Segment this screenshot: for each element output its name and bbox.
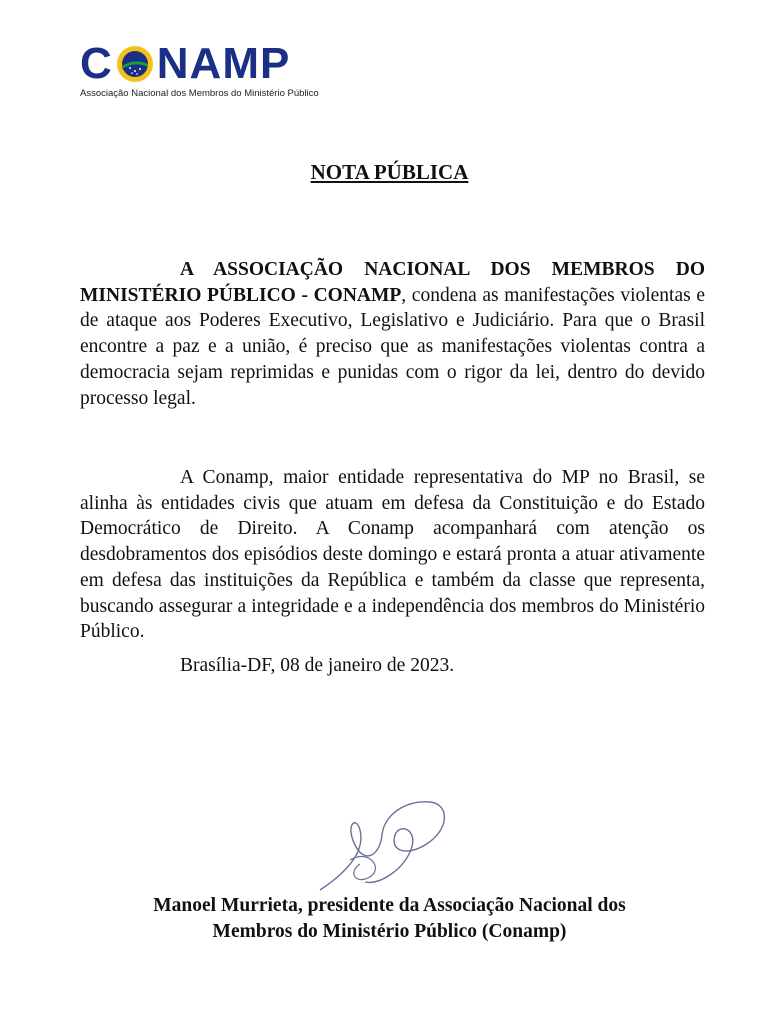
paragraph-2 — [80, 465, 705, 645]
signer-block — [0, 893, 779, 945]
paragraph-1-bold-lead: A ASSOCIAÇÃO NACIONAL DOS MEMBROS DO MINISTÉRIO PÚBLICO - CONAMP — [80, 259, 705, 306]
paragraph-2-text: A Conamp, maior entidade representativa do MP no Brasil, se alinha às entidades civis que atuam em defesa da Constituição e do Estado Democrático de Direito. A Conamp acompanhará com atenção os desdobramentos dos episódios deste domingo e estará pronta a atuar ativamente em defesa das instituições da República e também da classe que representa, buscando assegurar a integridade e a independência dos membros do Ministério Público. — [80, 467, 705, 643]
document-title: NOTA PÚBLICA — [310, 160, 469, 184]
logo-wordmark — [80, 38, 290, 90]
handwritten-signature — [310, 790, 460, 900]
date-line: Brasília-DF, 08 de janeiro de 2023. — [180, 655, 455, 676]
signer-line-2: Membros do Ministério Público (Conamp) — [212, 921, 567, 942]
logo-letter-c: C — [80, 39, 113, 88]
logo-letters-namp: NAMP — [156, 39, 291, 88]
conamp-logo — [80, 38, 330, 100]
globe-icon — [115, 44, 155, 84]
signer-line-1: Manoel Murrieta, presidente da Associação Nacional dos — [153, 895, 626, 916]
paragraph-1-text: , condena as manifestações violentas e de ataque aos Poderes Executivo, Legislativo e Judiciário. Para que o Brasil encontre a paz e a união, é preciso que as manifestações violentas contra a democracia sejam reprimidas e punidas com o rigor da lei, dentro do devido processo legal. — [80, 284, 705, 409]
logo-subtitle: Associação Nacional dos Membros do Ministério Público — [80, 88, 319, 99]
paragraph-1 — [80, 257, 705, 411]
